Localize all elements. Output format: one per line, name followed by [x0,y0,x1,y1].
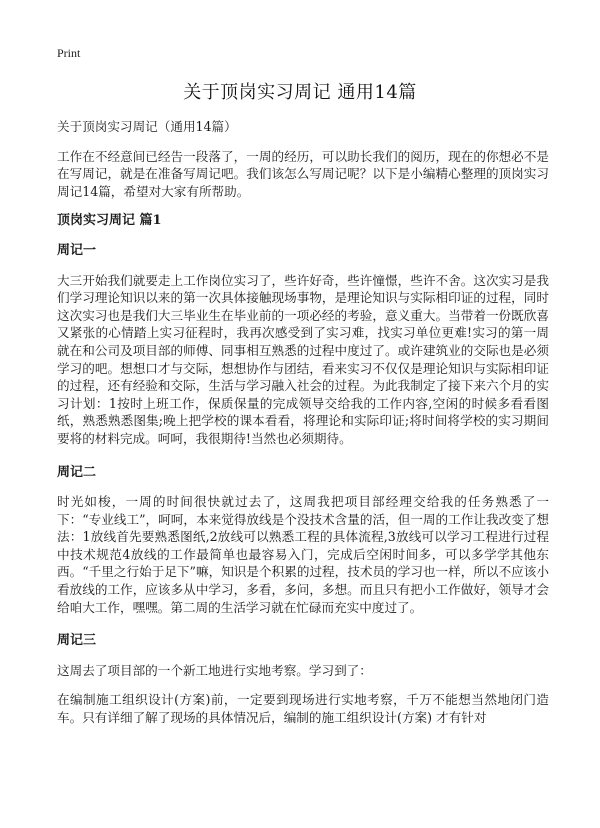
week-paragraph: 这周去了项目部的一个新工地进行实地考察。学习到了： [57,662,372,678]
document-body [57,118,549,739]
section-heading: 顶岗实习周记 篇1 [57,213,162,229]
week-paragraph: 在编制施工组织设计(方案)前，一定要到现场进行实地考察，千万不能想当然地闭门造车。只有详细了解了现场的具体情况后，编制的施工组织设计(方案) 才有针对 [57,692,549,726]
document-subtitle: 关于顶岗实习周记（通用14篇） [57,119,237,134]
intro-paragraph: 工作在不经意间已经告一段落了，一周的经历，可以助长我们的阅历，现在的你想必不是在写周记，就是在准备写周记吧。我们该怎么写周记呢？以下是小编精心整理的顶岗实习周记14篇，希望对大家有所帮助。 [57,148,549,199]
week-heading: 周记一 [57,242,97,258]
document-title: 关于顶岗实习周记 通用14篇 [183,82,417,103]
week-paragraph: 大三开始我们就要走上工作岗位实习了，些许好奇，些许憧憬，些许不舍。这次实习是我们学习理论知识以来的第一次具体接触现场事物，是理论知识与实际相印证的过程，同时这次实习也是我们大三毕业生在毕业前的一项必经的考验，意义重大。当带着一份既欣喜又紧张的心情踏上实习征程时，我再次感受到了实习难，找实习单位更难!实习的第一周就在和公司及项目部的师傅、同事相互熟悉的过程中度过了。或许建筑业的交际也是必须学习的吧。想想口才与交际，想想协作与团结，看来实习不仅仅是理论知识与实际相印证的过程，还有经验和交际，生活与学习融入社会的过程。为此我制定了接下来六个月的实习计划：1按时上班工作，保质保量的完成领导交给我的工作内容,空闲的时候多看看图纸，熟悉熟悉图集;晚上把学校的课本看看，将理论和实际印证;将时间将学校的实习期间要将的材料完成。呵呵，我很期待!当然也必须期待。 [57,272,549,446]
week-3 [57,632,549,726]
print-label: Print [57,46,81,60]
week-heading: 周记三 [57,633,97,649]
week-heading: 周记二 [57,464,97,480]
week-2 [57,464,549,617]
week-paragraph: 时光如梭，一周的时间很快就过去了，这周我把项目部经理交给我的任务熟悉了一下：“专业线工”，呵呵，本来觉得放线是个没技术含量的活，但一周的工作让我改变了想法：1放线首先要熟悉图纸,2放线可以熟悉工程的具体流程,3放线可以学习工程进行过程中技术规范4放线的工作最简单也最容易入门，完成后空闲时间多，可以多学学其他东西。“千里之行始于足下”嘛，知识是个积累的过程，技术员的学习也一样，所以不应该小看放线的工作，应该多从中学习，多看，多问，多想。而且只有把小工作做好，领导才会给咱大工作，嘿嘿。第二周的生活学习就在忙碌而充实中度过了。 [57,494,549,615]
week-1 [57,242,549,448]
